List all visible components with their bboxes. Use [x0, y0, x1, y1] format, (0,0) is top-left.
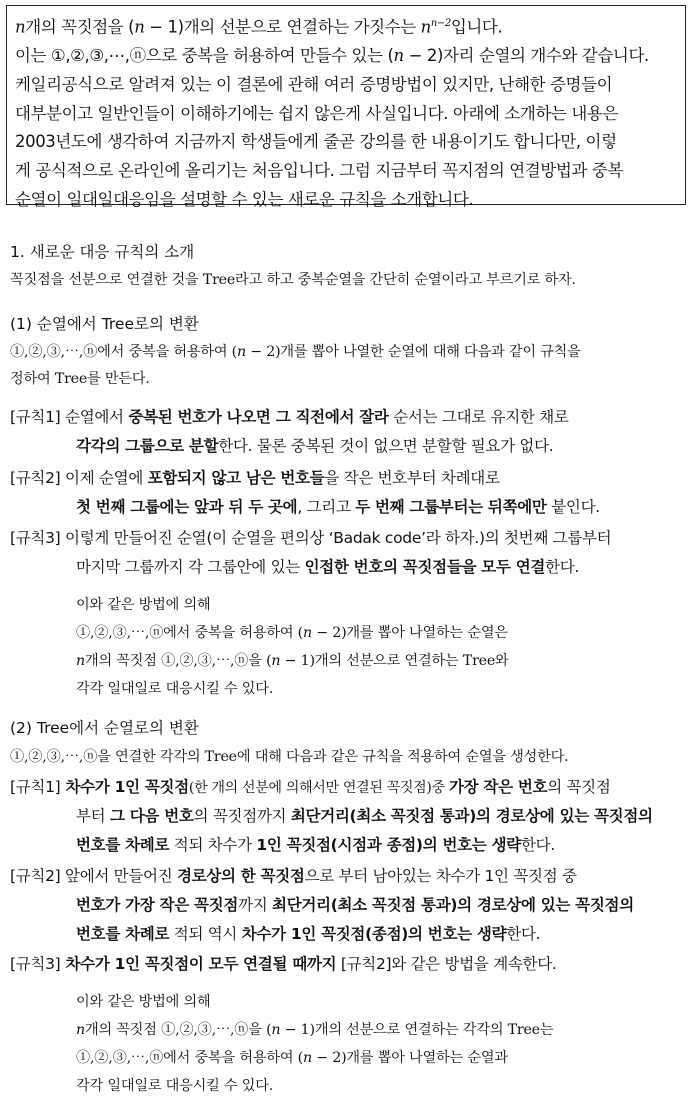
text: ①,②,③,⋯,ⓝ에서 중복을 허용하여 (: [10, 344, 237, 360]
part-1-rule-1-line-1: [10, 405, 569, 427]
bold-text: 번호가 가장 작은 꼭짓점: [76, 896, 239, 914]
var-n: n: [393, 46, 404, 66]
intro-line-4: 대부분이고 일반인들이 이해하기에는 쉽지 않은게 사실입니다. 아래에 소개하는 내용은: [15, 103, 619, 123]
text: 붙인다.: [546, 498, 600, 516]
var-n: n: [134, 17, 145, 37]
intro-text: 입니다.: [450, 17, 503, 37]
rule-tag: [규칙3]: [10, 529, 61, 547]
bold-text: 차수가 1인 꼭짓점(종점)의 번호는 생략: [241, 925, 507, 943]
var-n: n: [271, 653, 281, 669]
text: 한다. 물론 중복된 것이 없으면 분할할 필요가 없다.: [218, 437, 554, 455]
bold-text: 인접한 번호의 꼭짓점들을 모두 연결: [304, 558, 546, 576]
part-2-desc: ①,②,③,⋯,ⓝ을 연결한 각각의 Tree에 대해 다음과 같은 규칙을 적용하여 순열을 생성한다.: [10, 749, 569, 765]
part-1-rule-1-line-2: [76, 434, 553, 456]
var-n: n: [237, 344, 246, 360]
text: ①,②,③,⋯,ⓝ에서 중복을 허용하여 (: [76, 1050, 303, 1066]
bold-text: 차수가 1인 꼭짓점: [60, 778, 189, 796]
bold-text: 최단거리(최소 꼭짓점 통과)의 경로상에 있는 꼭짓점의: [290, 807, 653, 825]
rule-tag: [규칙1]: [10, 778, 61, 796]
var-n: n: [15, 17, 26, 37]
text: − 2)개를 뽑아 나열하는 순열과: [311, 1050, 508, 1066]
text: 적되 차수가: [169, 836, 257, 854]
text: 한다.: [520, 836, 555, 854]
intro-text: − 2)자리 순열의 개수와 같습니다.: [403, 46, 649, 66]
intro-text: 이는 ①,②,③,⋯,ⓝ으로 중복을 허용하여 만들수 있는 (: [15, 46, 394, 66]
text: 순서는 그대로 유지한 채로: [388, 408, 569, 426]
part-1-rule-2-line-1: [10, 466, 500, 488]
bold-text: 번호를 차례로: [76, 836, 170, 854]
var-n: n: [76, 1022, 85, 1038]
bold-text: 첫 번째 그룹에는 앞과 뒤 두 곳에: [76, 498, 298, 516]
text: − 1)개의 선분으로 연결하는 각각의 Tree는: [280, 1022, 554, 1038]
rule-tag: [규칙2]: [10, 867, 61, 885]
text: 개의 꼭짓점 ①,②,③,⋯,ⓝ을 (: [84, 653, 272, 669]
part-1-desc-2: 정하여 Tree를 만든다.: [10, 371, 150, 387]
rule-tag: [규칙2]: [10, 469, 61, 487]
text: 한다.: [506, 925, 541, 943]
part-2-rule-3-line-1: [10, 952, 557, 974]
text: 의 꼭짓점까지: [193, 807, 291, 825]
part-1-rule-2-line-2: [76, 495, 600, 517]
part-1-rule-3-line-1: [10, 526, 611, 548]
bold-text: 각각의 그룹으로 분할: [76, 437, 219, 455]
intro-text: − 1)개의 선분으로 연결하는 가짓수는: [144, 17, 421, 37]
section-1-title: 1. 새로운 대응 규칙의 소개: [10, 243, 195, 261]
text: 마지막 그룹까지 각 그룹안에 있는: [76, 558, 305, 576]
part-1-title: (1) 순열에서 Tree로의 변환: [10, 315, 199, 333]
text: 을 작은 번호부터 차례대로: [324, 469, 500, 487]
part-1-conclusion-4: 각각 일대일로 대응시킬 수 있다.: [76, 681, 274, 697]
part-1-conclusion-1: 이와 같은 방법에 의해: [76, 597, 211, 613]
bold-text: 포함되지 않고 남은 번호들: [147, 469, 325, 487]
text: 앞에서 만들어진: [60, 867, 177, 885]
text: 적되 역시: [169, 925, 242, 943]
text: 이렇게 만들어진 순열(이 순열을 편의상 ‘Badak code’라 하자.)의 첫번째 그룹부터: [60, 529, 612, 547]
part-2-rule-2-line-1: [10, 864, 577, 886]
text: 이제 순열에: [60, 469, 148, 487]
text: (한 개의 선분에 의해서만 연결된 꼭짓점)중: [188, 780, 449, 796]
var-n: n: [420, 17, 431, 37]
rule-tag: [규칙1]: [10, 408, 61, 426]
text: 순열에서: [60, 408, 129, 426]
text: 개의 꼭짓점 ①,②,③,⋯,ⓝ을 (: [84, 1022, 272, 1038]
part-2-conclusion-3: [76, 1047, 508, 1067]
intro-line-1: [15, 10, 677, 42]
rule-tag: [규칙3]: [10, 955, 61, 973]
part-1-desc-1: [10, 341, 581, 361]
part-2-rule-1-line-1: [10, 775, 611, 797]
part-2-rule-2-line-3: [76, 922, 540, 944]
text: − 1)개의 선분으로 연결하는 Tree와: [280, 653, 509, 669]
part-1-rule-3-line-2: [76, 555, 579, 577]
bold-text: 차수가 1인 꼭짓점이 모두 연결될 때까지: [60, 955, 337, 973]
bold-text: 1인 꼭짓점(시점과 종점)의 번호는 생략: [256, 836, 521, 854]
text: ①,②,③,⋯,ⓝ에서 중복을 허용하여 (: [76, 625, 303, 641]
exponent: n−2: [430, 18, 451, 29]
bold-text: 번호를 차례로: [76, 925, 170, 943]
bold-text: 두 번째 그룹부터는 뒤쪽에만: [355, 498, 547, 516]
part-2-rule-2-line-2: [76, 893, 634, 915]
intro-box: [6, 5, 686, 209]
text: , 그리고: [297, 498, 356, 516]
section-1-desc: 꼭짓점을 선분으로 연결한 것을 Tree라고 하고 중복순열을 간단히 순열이라고 부르기로 하자.: [10, 272, 576, 288]
bold-text: 경로상의 한 꼭짓점: [177, 867, 305, 885]
part-2-conclusion-2: [76, 1019, 553, 1039]
var-n: n: [271, 1022, 281, 1038]
intro-line-7: 순열이 일대일대응임을 설명할 수 있는 새로운 규칙을 소개합니다.: [15, 189, 474, 209]
text: 부터: [76, 807, 110, 825]
text: [규칙2]와 같은 방법을 계속한다.: [336, 955, 557, 973]
var-n: n: [76, 653, 85, 669]
part-2-conclusion-1: 이와 같은 방법에 의해: [76, 994, 211, 1010]
var-n: n: [303, 625, 312, 641]
intro-line-2: [15, 42, 677, 71]
part-1-conclusion-2: [76, 622, 508, 642]
part-2-conclusion-4: 각각 일대일로 대응시킬 수 있다.: [76, 1078, 274, 1094]
bold-text: 그 다음 번호: [109, 807, 194, 825]
text: 의 꼭짓점: [547, 778, 611, 796]
part-2-rule-1-line-3: [76, 833, 555, 855]
part-1-conclusion-3: [76, 650, 509, 670]
text: − 2)개를 뽑아 나열하는 순열은: [311, 625, 508, 641]
text: − 2)개를 뽑아 나열한 순열에 대해 다음과 같이 규칙을: [245, 344, 581, 360]
part-2-title: (2) Tree에서 순열로의 변환: [10, 719, 199, 737]
intro-line-6: 게 공식적으로 온라인에 올리기는 처음입니다. 그럼 지금부터 꼭지점의 연결방법과 중복: [15, 161, 623, 181]
intro-text: 개의 꼭짓점을 (: [25, 17, 135, 37]
bold-text: 중복된 번호가 나오면 그 직전에서 잘라: [128, 408, 389, 426]
intro-line-3: 케일리공식으로 알려져 있는 이 결론에 관해 여러 증명방법이 있지만, 난해한 증명들이: [15, 74, 613, 94]
part-2-rule-1-line-2: [76, 804, 653, 826]
text: 한다.: [545, 558, 580, 576]
text: 으로 부터 남아있는 차수가 1인 꼭짓점 중: [304, 867, 577, 885]
intro-line-5: 2003년도에 생각하여 지금까지 학생들에게 줄곧 강의를 한 내용이기도 합니다만, 이렇: [15, 132, 617, 152]
bold-text: 가장 작은 번호: [448, 778, 548, 796]
var-n: n: [303, 1050, 312, 1066]
text: 까지: [238, 896, 273, 914]
bold-text: 최단거리(최소 꼭짓점 통과)의 경로상에 있는 꼭짓점의: [272, 896, 634, 914]
